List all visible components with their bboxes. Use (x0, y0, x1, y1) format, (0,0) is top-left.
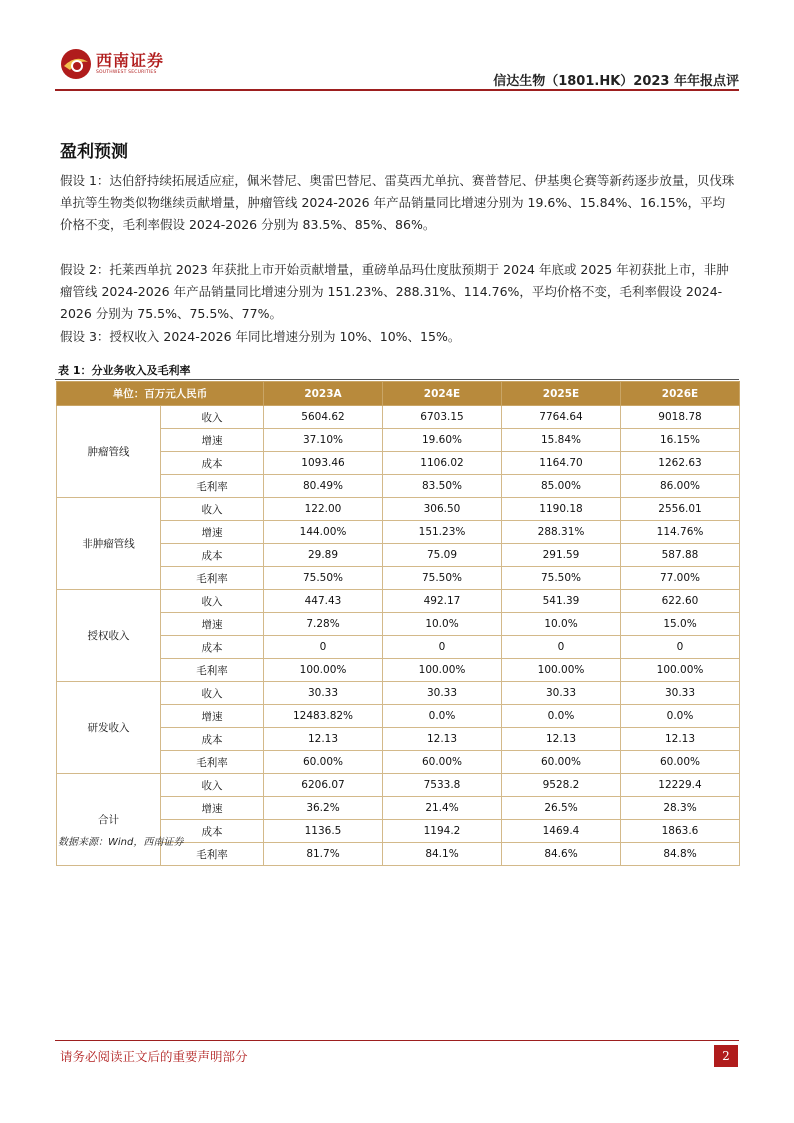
value-cell: 30.33 (502, 682, 621, 705)
caption-divider (55, 379, 739, 380)
value-cell: 26.5% (502, 797, 621, 820)
data-source: 数据来源：Wind，西南证券 (58, 837, 184, 848)
segment-name-cell: 非肿瘤管线 (57, 498, 161, 590)
value-cell: 144.00% (264, 521, 383, 544)
value-cell: 12.13 (621, 728, 740, 751)
value-cell: 1190.18 (502, 498, 621, 521)
value-cell: 100.00% (502, 659, 621, 682)
value-cell: 5604.62 (264, 406, 383, 429)
value-cell: 12.13 (502, 728, 621, 751)
value-cell: 1194.2 (383, 820, 502, 843)
value-cell: 37.10% (264, 429, 383, 452)
value-cell: 80.49% (264, 475, 383, 498)
logo-english-name: SOUTHWEST SECURITIES (96, 69, 157, 75)
footer-divider (55, 1040, 739, 1041)
section-title: 盈利预测 (60, 142, 128, 162)
value-cell: 0.0% (502, 705, 621, 728)
value-cell: 10.0% (383, 613, 502, 636)
segment-name-cell: 肿瘤管线 (57, 406, 161, 498)
table-row (57, 682, 740, 705)
metric-label-cell: 毛利率 (161, 659, 264, 682)
value-cell: 2556.01 (621, 498, 740, 521)
value-cell: 12.13 (383, 728, 502, 751)
value-cell: 60.00% (621, 751, 740, 774)
value-cell: 30.33 (383, 682, 502, 705)
value-cell: 30.33 (264, 682, 383, 705)
assumption-paragraph-1: 假设 1：达伯舒持续拓展适应症，佩米替尼、奥雷巴替尼、雷莫西尤单抗、赛普替尼、伊基奥仑赛等新药逐步放量，贝伐珠单抗等生物类似物继续贡献增量，肿瘤管线 2024-2026 年产品销量同比增速分别为 19.6%、15.84%、16.15%，平均价格不变，毛利率假设 2024-2026 分别为 83.5%、85%、86%。 (60, 173, 735, 232)
value-cell: 30.33 (621, 682, 740, 705)
value-cell: 36.2% (264, 797, 383, 820)
assumption-paragraph-3: 假设 3：授权收入 2024-2026 年同比增速分别为 10%、10%、15%。 (60, 329, 461, 344)
value-cell: 60.00% (264, 751, 383, 774)
value-cell: 12229.4 (621, 774, 740, 797)
logo-chinese-name: 西南证券 (96, 50, 165, 70)
metric-label-cell: 毛利率 (161, 751, 264, 774)
value-cell: 16.15% (621, 429, 740, 452)
metric-label-cell: 毛利率 (161, 475, 264, 498)
value-cell: 0 (264, 636, 383, 659)
metric-label-cell: 成本 (161, 728, 264, 751)
value-cell: 100.00% (383, 659, 502, 682)
value-cell: 29.89 (264, 544, 383, 567)
value-cell: 122.00 (264, 498, 383, 521)
value-cell: 151.23% (383, 521, 502, 544)
metric-label-cell: 收入 (161, 774, 264, 797)
footer-notice: 请务必阅读正文后的重要声明部分 (60, 1049, 248, 1064)
value-cell: 15.84% (502, 429, 621, 452)
table-row (57, 406, 740, 429)
value-cell: 541.39 (502, 590, 621, 613)
value-cell: 0.0% (621, 705, 740, 728)
metric-label-cell: 增速 (161, 521, 264, 544)
metric-label-cell: 毛利率 (161, 843, 264, 866)
value-cell: 0.0% (383, 705, 502, 728)
metric-label-cell: 增速 (161, 429, 264, 452)
value-cell: 10.0% (502, 613, 621, 636)
value-cell: 75.09 (383, 544, 502, 567)
value-cell: 77.00% (621, 567, 740, 590)
unit-header: 单位：百万元人民币 (57, 382, 264, 406)
metric-label-cell: 增速 (161, 613, 264, 636)
assumption-paragraph-2: 假设 2：托莱西单抗 2023 年获批上市开始贡献增量，重磅单品玛仕度肽预期于 2024 年底或 2025 年初获批上市，非肿瘤管线 2024-2026 年产品销量同比增速分别为 151.23%、288.31%、114.76%，平均价格不变，毛利率假设 2024-2026 分别为 75.5%、75.5%、77%。 (60, 262, 729, 321)
value-cell: 84.8% (621, 843, 740, 866)
value-cell: 447.43 (264, 590, 383, 613)
value-cell: 75.50% (264, 567, 383, 590)
value-cell: 6703.15 (383, 406, 502, 429)
metric-label-cell: 收入 (161, 682, 264, 705)
value-cell: 1106.02 (383, 452, 502, 475)
value-cell: 1164.70 (502, 452, 621, 475)
value-cell: 75.50% (502, 567, 621, 590)
year-header: 2024E (383, 382, 502, 406)
value-cell: 60.00% (502, 751, 621, 774)
table-row (57, 498, 740, 521)
value-cell: 587.88 (621, 544, 740, 567)
value-cell: 1136.5 (264, 820, 383, 843)
revenue-margin-table (56, 381, 740, 866)
value-cell: 1093.46 (264, 452, 383, 475)
value-cell: 12.13 (264, 728, 383, 751)
value-cell: 12483.82% (264, 705, 383, 728)
metric-label-cell: 收入 (161, 498, 264, 521)
value-cell: 60.00% (383, 751, 502, 774)
value-cell: 291.59 (502, 544, 621, 567)
metric-label-cell: 收入 (161, 590, 264, 613)
metric-label-cell: 增速 (161, 797, 264, 820)
header-divider (55, 89, 739, 91)
value-cell: 0 (621, 636, 740, 659)
value-cell: 114.76% (621, 521, 740, 544)
value-cell: 7533.8 (383, 774, 502, 797)
value-cell: 75.50% (383, 567, 502, 590)
value-cell: 9528.2 (502, 774, 621, 797)
value-cell: 15.0% (621, 613, 740, 636)
value-cell: 85.00% (502, 475, 621, 498)
table-caption: 表 1：分业务收入及毛利率 (58, 364, 191, 377)
value-cell: 84.6% (502, 843, 621, 866)
metric-label-cell: 毛利率 (161, 567, 264, 590)
segment-name-cell: 合计 (57, 774, 161, 866)
value-cell: 622.60 (621, 590, 740, 613)
company-logo (60, 48, 164, 80)
metric-label-cell: 成本 (161, 820, 264, 843)
segment-name-cell: 授权收入 (57, 590, 161, 682)
metric-label-cell: 收入 (161, 406, 264, 429)
page-number: 2 (714, 1045, 738, 1067)
value-cell: 81.7% (264, 843, 383, 866)
value-cell: 100.00% (264, 659, 383, 682)
value-cell: 1262.63 (621, 452, 740, 475)
value-cell: 9018.78 (621, 406, 740, 429)
value-cell: 83.50% (383, 475, 502, 498)
value-cell: 1863.6 (621, 820, 740, 843)
value-cell: 28.3% (621, 797, 740, 820)
year-header: 2026E (621, 382, 740, 406)
value-cell: 7764.64 (502, 406, 621, 429)
table-row (57, 774, 740, 797)
value-cell: 492.17 (383, 590, 502, 613)
metric-label-cell: 成本 (161, 452, 264, 475)
value-cell: 306.50 (383, 498, 502, 521)
value-cell: 19.60% (383, 429, 502, 452)
value-cell: 7.28% (264, 613, 383, 636)
value-cell: 86.00% (621, 475, 740, 498)
value-cell: 288.31% (502, 521, 621, 544)
segment-name-cell: 研发收入 (57, 682, 161, 774)
value-cell: 84.1% (383, 843, 502, 866)
value-cell: 0 (502, 636, 621, 659)
year-header: 2023A (264, 382, 383, 406)
table-row (57, 590, 740, 613)
value-cell: 0 (383, 636, 502, 659)
metric-label-cell: 成本 (161, 636, 264, 659)
value-cell: 21.4% (383, 797, 502, 820)
value-cell: 6206.07 (264, 774, 383, 797)
year-header: 2025E (502, 382, 621, 406)
report-title: 信达生物（1801.HK）2023 年年报点评 (493, 74, 739, 89)
value-cell: 1469.4 (502, 820, 621, 843)
table-header-row (57, 382, 740, 406)
logo-emblem-icon (60, 48, 92, 80)
metric-label-cell: 增速 (161, 705, 264, 728)
value-cell: 100.00% (621, 659, 740, 682)
metric-label-cell: 成本 (161, 544, 264, 567)
